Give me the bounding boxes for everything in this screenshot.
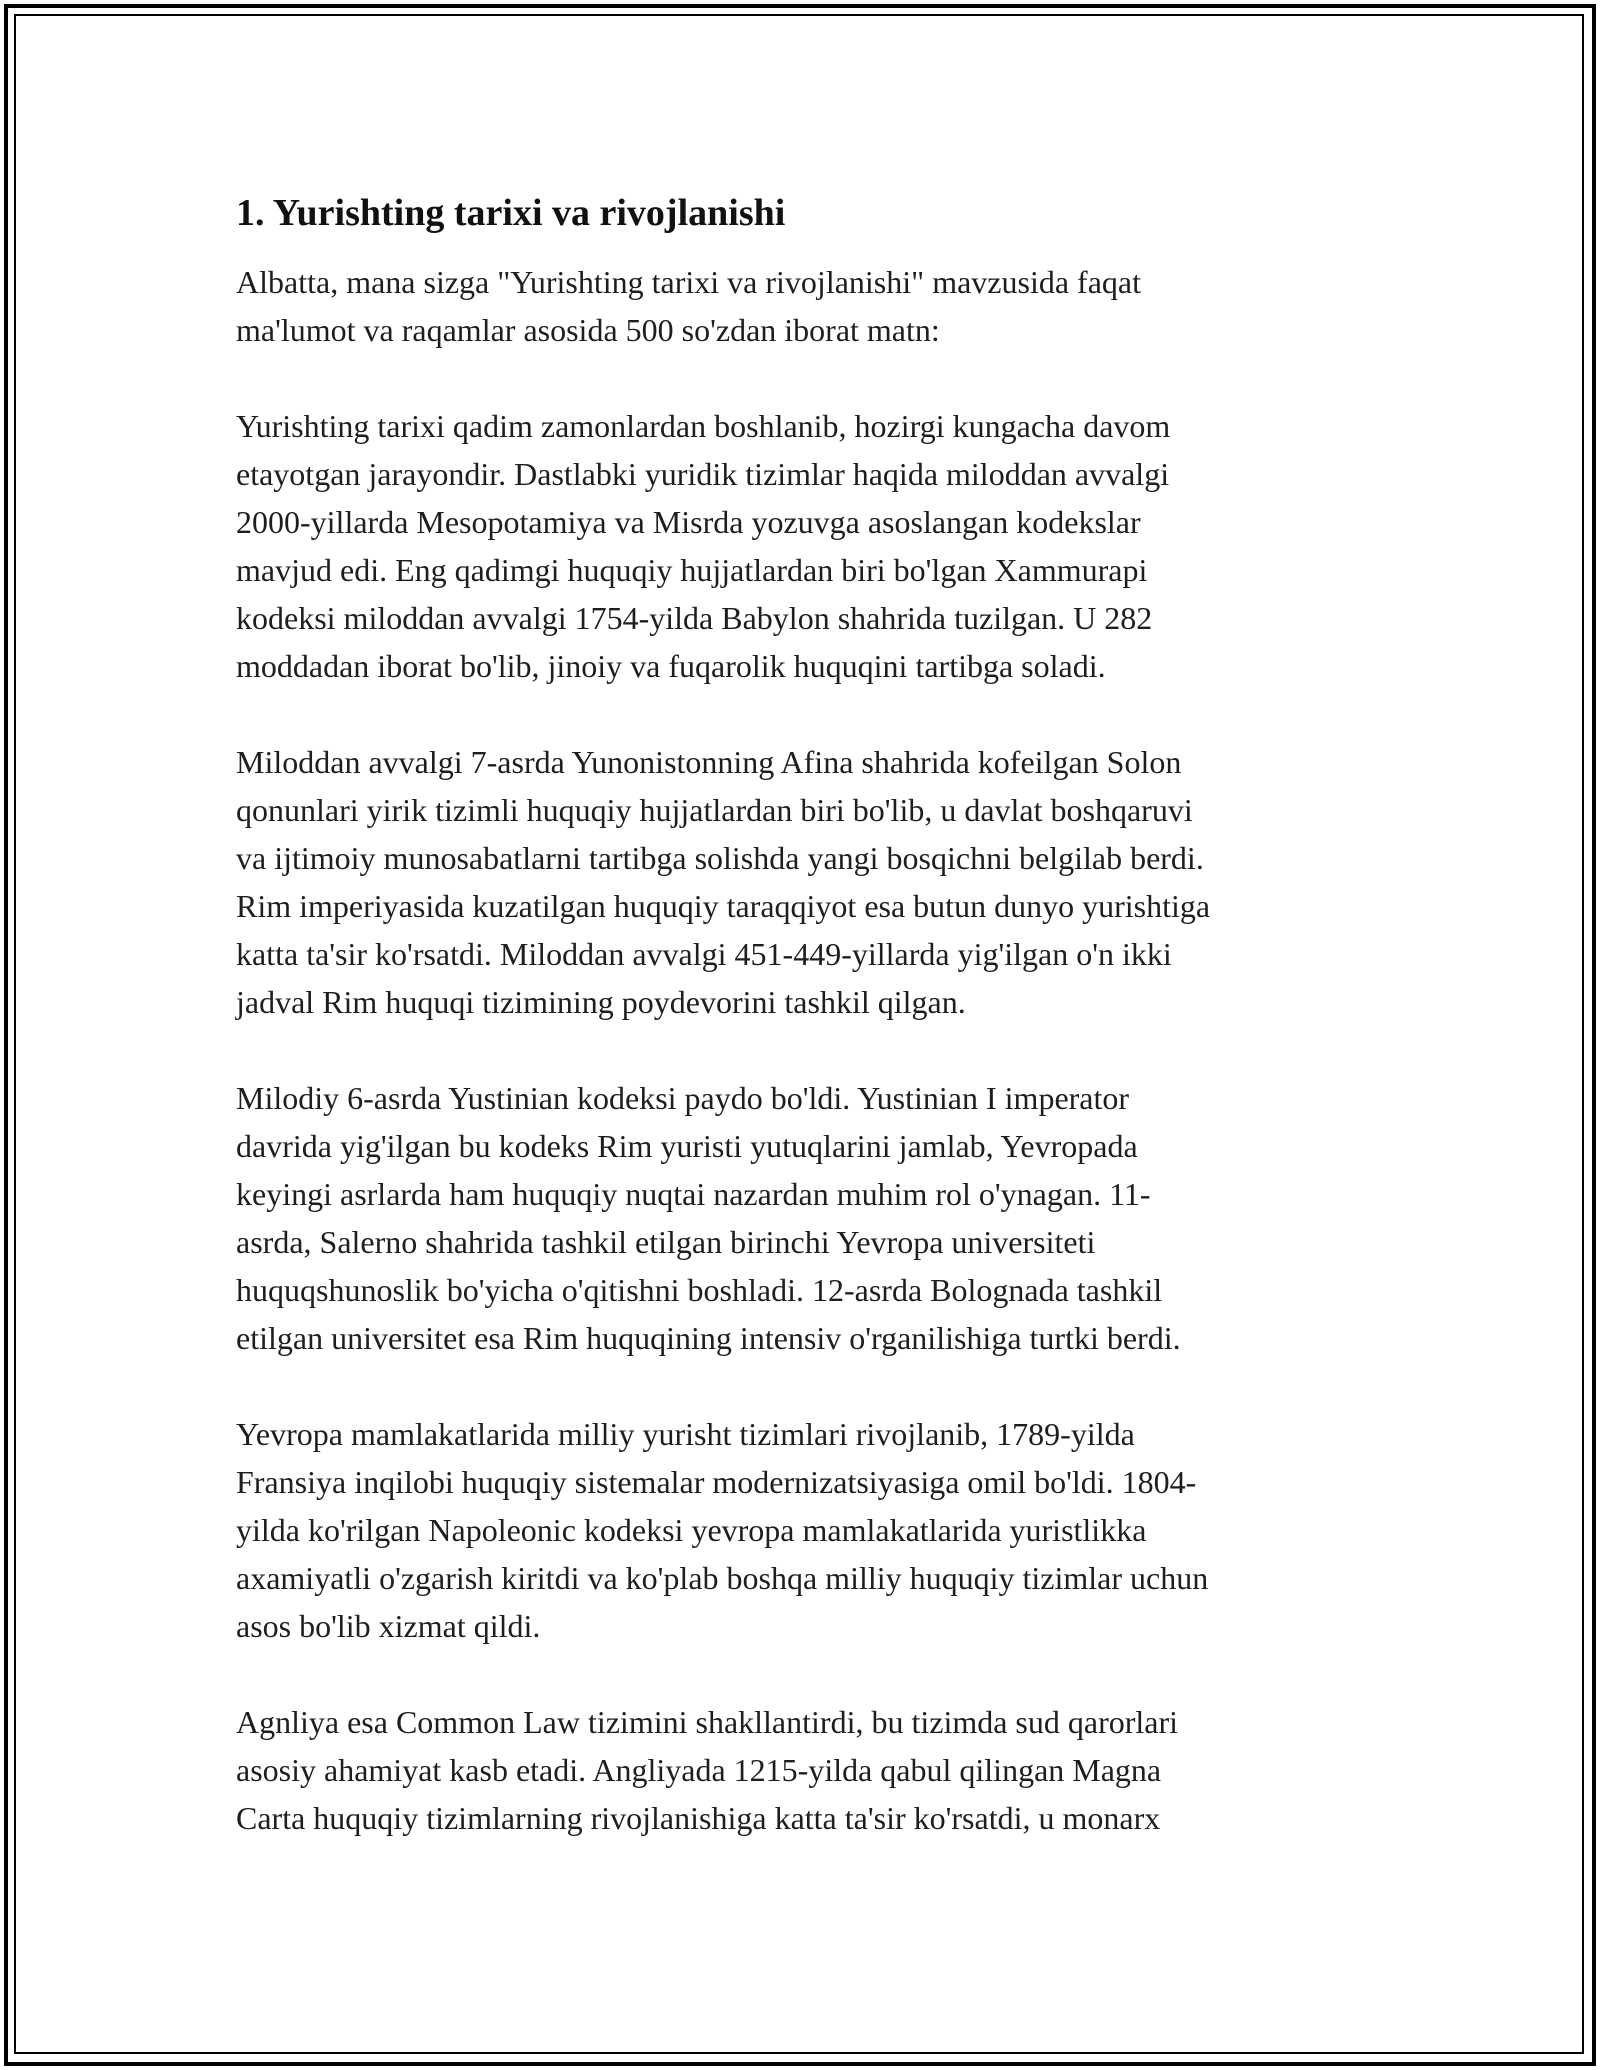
document-body (236, 190, 1376, 1842)
paragraph-intro (236, 258, 1376, 354)
paragraph-justinian (236, 1074, 1376, 1362)
text-line: 2000-yillarda Mesopotamiya va Misrda yozuvga asoslangan kodekslar (236, 504, 1141, 540)
text-line: huquqshunoslik bo'yicha o'qitishni boshladi. 12-asrda Bolognada tashkil (236, 1272, 1163, 1308)
text-line: va ijtimoiy munosabatlarni tartibga solishda yangi bosqichni belgilab berdi. (236, 840, 1204, 876)
paragraph-europe (236, 1410, 1376, 1650)
text-line: jadval Rim huquqi tizimining poydevorini tashkil qilgan. (236, 984, 966, 1020)
text-line: keyingi asrlarda ham huquqiy nuqtai nazardan muhim rol o'ynagan. 11- (236, 1176, 1151, 1212)
text-line: davrida yig'ilgan bu kodeks Rim yuristi yutuqlarini jamlab, Yevropada (236, 1128, 1138, 1164)
text-line: Agnliya esa Common Law tizimini shakllantirdi, bu tizimda sud qarorlari (236, 1704, 1179, 1740)
paragraph-origins (236, 402, 1376, 690)
paragraph-greece-rome (236, 738, 1376, 1026)
text-line: axamiyatli o'zgarish kiritdi va ko'plab boshqa milliy huquqiy tizimlar uchun (236, 1560, 1209, 1596)
text-line: asrda, Salerno shahrida tashkil etilgan birinchi Yevropa universiteti (236, 1224, 1096, 1260)
section-heading: 1. Yurishting tarixi va rivojlanishi (236, 192, 786, 234)
text-line: qonunlari yirik tizimli huquqiy hujjatlardan biri bo'lib, u davlat boshqaruvi (236, 792, 1193, 828)
text-line: etilgan universitet esa Rim huquqining intensiv o'rganilishiga turtki berdi. (236, 1320, 1181, 1356)
text-line: Rim imperiyasida kuzatilgan huquqiy taraqqiyot esa butun dunyo yurishtiga (236, 888, 1211, 924)
text-line: katta ta'sir ko'rsatdi. Miloddan avvalgi 451-449-yillarda yig'ilgan o'n ikki (236, 936, 1172, 972)
text-line: Miloddan avvalgi 7-asrda Yunonistonning Afina shahrida kofeilgan Solon (236, 744, 1182, 780)
text-line: Fransiya inqilobi huquqiy sistemalar modernizatsiyasiga omil bo'ldi. 1804- (236, 1464, 1197, 1500)
text-line: Yevropa mamlakatlarida milliy yurisht tizimlari rivojlanib, 1789-yilda (236, 1416, 1135, 1452)
text-line: moddadan iborat bo'lib, jinoiy va fuqarolik huquqini tartibga soladi. (236, 648, 1106, 684)
text-line: mavjud edi. Eng qadimgi huquqiy hujjatlardan biri bo'lgan Xammurapi (236, 552, 1148, 588)
text-line: ma'lumot va raqamlar asosida 500 so'zdan iborat matn: (236, 312, 940, 348)
text-line: kodeksi miloddan avvalgi 1754-yilda Babylon shahrida tuzilgan. U 282 (236, 600, 1153, 636)
text-line: asosiy ahamiyat kasb etadi. Angliyada 1215-yilda qabul qilingan Magna (236, 1752, 1162, 1788)
text-line: asos bo'lib xizmat qildi. (236, 1608, 541, 1644)
text-line: Albatta, mana sizga "Yurishting tarixi va rivojlanishi" mavzusida faqat (236, 264, 1141, 300)
text-line: Yurishting tarixi qadim zamonlardan boshlanib, hozirgi kungacha davom (236, 408, 1171, 444)
text-line: etayotgan jarayondir. Dastlabki yuridik tizimlar haqida miloddan avvalgi (236, 456, 1170, 492)
text-line: Milodiy 6-asrda Yustinian kodeksi paydo bo'ldi. Yustinian I imperator (236, 1080, 1130, 1116)
text-line: yilda ko'rilgan Napoleonic kodeksi yevropa mamlakatlarida yuristlikka (236, 1512, 1147, 1548)
paragraph-england (236, 1698, 1376, 1842)
text-line: Carta huquqiy tizimlarning rivojlanishiga katta ta'sir ko'rsatdi, u monarx (236, 1800, 1161, 1836)
